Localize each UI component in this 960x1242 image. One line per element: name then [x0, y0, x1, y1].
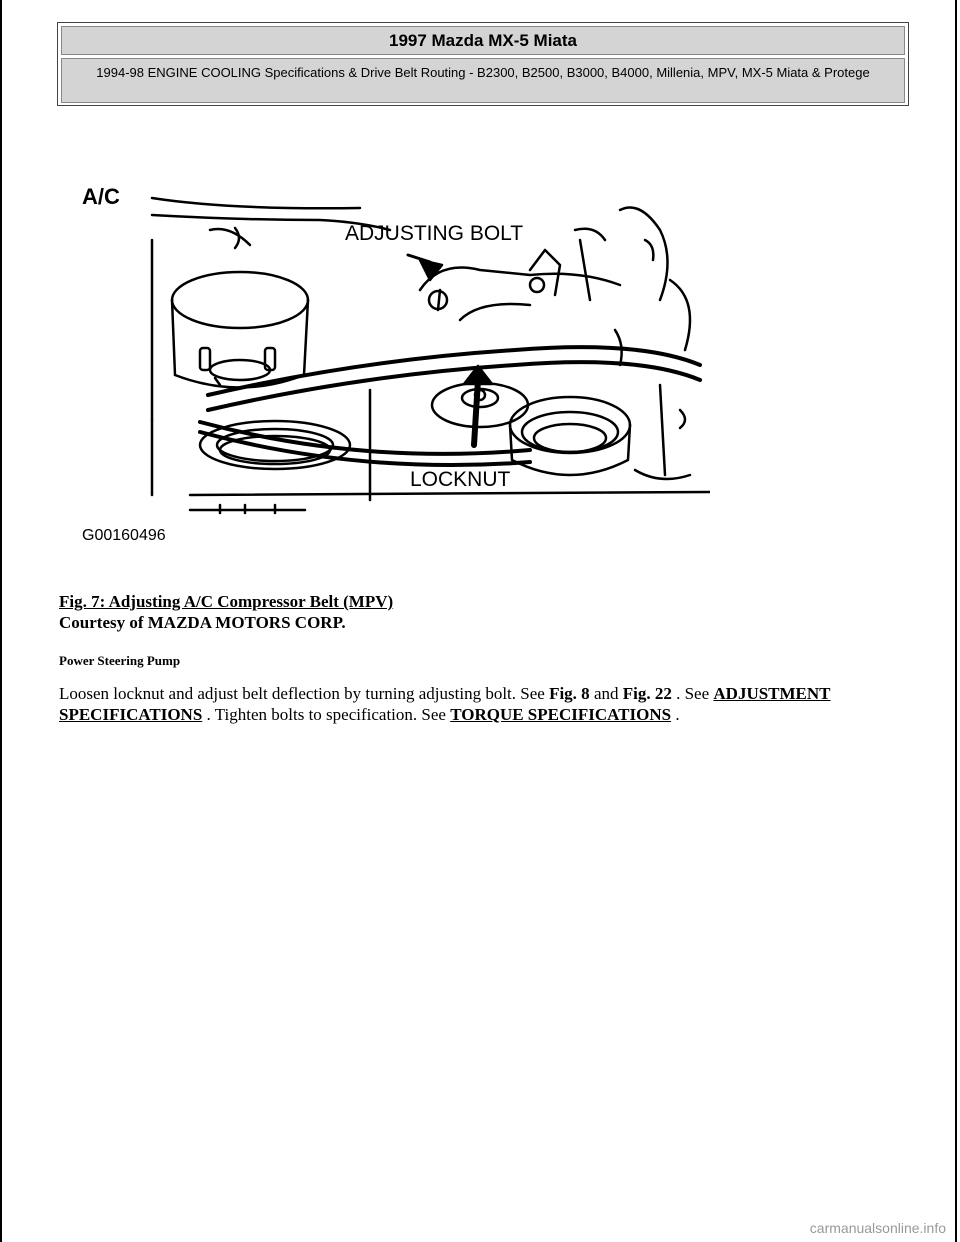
header-subtitle: 1994-98 ENGINE COOLING Specifications & Drive Belt Routing - B2300, B2500, B3000, B4000, Millenia, MPV, MX-5 Miata & Protege: [61, 58, 905, 103]
figure-code: G00160496: [82, 527, 166, 544]
figure-section-label: A/C: [82, 184, 120, 209]
figure-caption: [59, 591, 393, 633]
locknut-label: LOCKNUT: [410, 468, 511, 491]
document-header: [57, 22, 909, 106]
site-watermark: carmanualsonline.info: [809, 1220, 946, 1236]
para-text-3: . Tighten bolts to specification. See: [202, 705, 451, 724]
fig-8-link[interactable]: Fig. 8: [549, 684, 590, 703]
belt-diagram-illustration: [60, 170, 710, 555]
para-text-2: . See: [671, 684, 714, 703]
instruction-paragraph: [59, 683, 919, 725]
header-title: 1997 Mazda MX-5 Miata: [61, 26, 905, 55]
section-heading: Power Steering Pump: [59, 653, 181, 668]
adjustment-specifications-link[interactable]: ADJUSTMENT SPECIFICATIONS: [59, 684, 831, 724]
para-text-and: and: [589, 684, 623, 703]
belt-adjustment-figure: [60, 170, 710, 555]
adjusting-bolt-label: ADJUSTING BOLT: [345, 222, 524, 245]
para-text-4: .: [671, 705, 680, 724]
figure-caption-credit: Courtesy of MAZDA MOTORS CORP.: [59, 613, 346, 632]
para-text-1: Loosen locknut and adjust belt deflection by turning adjusting bolt. See: [59, 684, 550, 703]
torque-specifications-link[interactable]: TORQUE SPECIFICATIONS: [450, 705, 672, 724]
figure-caption-title[interactable]: Fig. 7: Adjusting A/C Compressor Belt (MPV): [59, 592, 394, 611]
fig-22-link[interactable]: Fig. 22: [622, 684, 672, 703]
